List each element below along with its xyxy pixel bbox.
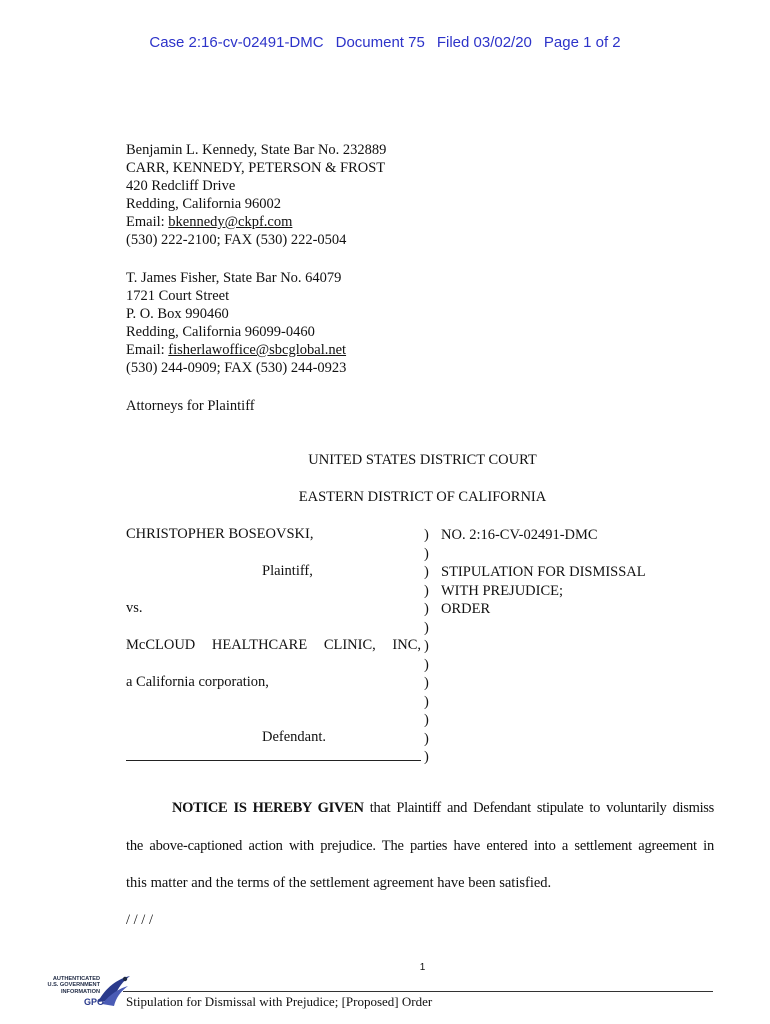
court-district: EASTERN DISTRICT OF CALIFORNIA [298, 489, 547, 505]
caption-right [441, 526, 646, 619]
email-link-kennedy[interactable]: bkennedy@ckpf.com [168, 214, 293, 230]
attorney-city: Redding, California 96099-0460 [126, 324, 315, 340]
header-case: Case 2:16-cv-02491-DMC [149, 34, 324, 51]
attorney-city: Redding, California 96002 [126, 196, 282, 212]
versus: vs. [126, 600, 143, 616]
body-line-3: this matter and the terms of the settlement agreement have been satisfied. [126, 875, 552, 891]
paren: ) [424, 712, 429, 728]
header-page: Page 1 of 2 [543, 34, 621, 51]
document-title-line2: WITH PREJUDICE; [441, 582, 564, 599]
email-label: Email: [126, 342, 169, 358]
plaintiff-name: CHRISTOPHER BOSEOVSKI, [126, 526, 314, 542]
paren: ) [424, 749, 429, 765]
document-title-line1: STIPULATION FOR DISMISSAL [441, 564, 646, 580]
notice-bold: NOTICE IS HEREBY GIVEN [172, 800, 364, 816]
footer-title: Stipulation for Dismissal with Prejudice; [Proposed] Order [126, 994, 433, 1009]
paren: ) [424, 527, 429, 543]
defendant-role: Defendant. [262, 729, 327, 745]
paren: ) [424, 601, 429, 617]
attorney-street: 1721 Court Street [126, 288, 230, 304]
paren: ) [424, 638, 429, 654]
gpo-authentication-seal [44, 972, 134, 1012]
attorney-block-fisher [126, 269, 346, 377]
seal-text [44, 976, 100, 995]
email-label: Email: [126, 214, 169, 230]
paren: ) [424, 619, 429, 636]
attorney-name: T. James Fisher, State Bar No. 64079 [126, 270, 342, 286]
body-line-1-rest: that Plaintiff and Defendant stipulate to voluntarily dismiss [363, 800, 714, 816]
paren: ) [424, 545, 429, 562]
court-name: UNITED STATES DISTRICT COURT [308, 452, 537, 468]
attorney-name: Benjamin L. Kennedy, State Bar No. 232889 [126, 142, 387, 158]
footer-rule [123, 991, 713, 992]
seal-line3: INFORMATION [60, 988, 100, 995]
page-number: 1 [419, 962, 426, 973]
attorney-block-kennedy [126, 141, 386, 249]
attorney-email-line [126, 213, 386, 231]
attorney-phone: (530) 222-2100; FAX (530) 222-0504 [126, 232, 347, 248]
case-number: NO. 2:16-CV-02491-DMC [441, 527, 598, 543]
attorneys-for: Attorneys for Plaintiff [126, 398, 255, 414]
attorney-email-line [126, 341, 346, 359]
paren: ) [424, 564, 429, 580]
defendant-name: McCLOUD HEALTHCARE CLINIC, INC, [126, 637, 421, 653]
body-line-2: the above-captioned action with prejudice. The parties have entered into a settlement agreement in [126, 838, 714, 854]
attorney-street: 420 Redcliff Drive [126, 178, 236, 194]
attorney-firm: CARR, KENNEDY, PETERSON & FROST [126, 160, 386, 176]
seal-line2: U.S. GOVERNMENT [47, 982, 100, 989]
header-filed: Filed 03/02/20 [436, 34, 532, 51]
caption-parens [424, 526, 429, 767]
seal-gpo-mark: GPO [84, 997, 105, 1007]
paren: ) [424, 693, 429, 710]
attorney-phone: (530) 244-0909; FAX (530) 244-0923 [126, 360, 347, 376]
paren: ) [424, 675, 429, 691]
paren: ) [424, 730, 429, 747]
plaintiff-role: Plaintiff, [262, 563, 313, 579]
document-title-line3: ORDER [441, 601, 491, 617]
email-link-fisher[interactable]: fisherlawoffice@sbcglobal.net [168, 342, 347, 358]
case-header [0, 34, 770, 51]
body-line-1 [172, 800, 714, 817]
paren: ) [424, 582, 429, 599]
defendant-description: a California corporation, [126, 674, 269, 690]
paren: ) [424, 656, 429, 673]
attorney-po-box: P. O. Box 990460 [126, 306, 229, 322]
seal-line1: AUTHENTICATED [52, 976, 100, 982]
caption-signature-line [126, 760, 421, 761]
continuation-slashes: / / / / [126, 912, 153, 928]
header-document: Document 75 [335, 34, 425, 51]
